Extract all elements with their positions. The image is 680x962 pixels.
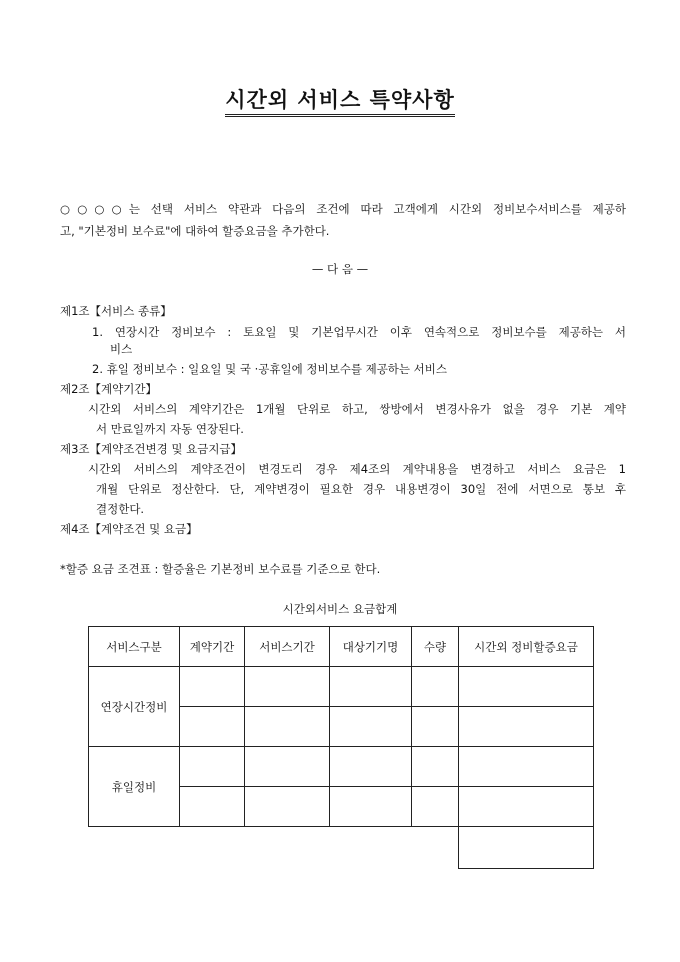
article-1-heading: 제1조【서비스 종류】 <box>60 304 172 318</box>
header-cell: 시간외 정비할증요금 <box>459 627 594 667</box>
article-2-heading: 제2조【계약기간】 <box>60 382 157 396</box>
empty-cell[interactable] <box>412 787 459 827</box>
empty-cell[interactable] <box>459 667 594 707</box>
table-caption: 시간외서비스 요금합계 <box>282 602 398 616</box>
empty-cell[interactable] <box>412 747 459 787</box>
group-label-overtime: 연장시간정비 <box>89 667 180 747</box>
empty-cell[interactable] <box>459 747 594 787</box>
table-header-row <box>89 627 594 667</box>
empty-cell[interactable] <box>180 707 245 747</box>
table-total-row <box>89 827 594 869</box>
empty-cell[interactable] <box>330 707 412 747</box>
article-3-line-3: 결정한다. <box>96 502 145 516</box>
total-spacer <box>89 827 459 869</box>
intro-line-1: ○○○○는 선택 서비스 약관과 다음의 조건에 따라 고객에게 시간외 정비보수서비스를 제공하 <box>60 202 626 216</box>
empty-cell[interactable] <box>245 667 330 707</box>
empty-cell[interactable] <box>245 707 330 747</box>
empty-cell[interactable] <box>459 787 594 827</box>
article-1-item-1-line-1: 1. 연장시간 정비보수 : 토요일 및 기본업무시간 이후 연속적으로 정비보수를 제공하는 서 <box>92 325 626 339</box>
article-4-heading: 제4조【계약조건 및 요금】 <box>60 522 198 536</box>
table-row <box>89 667 594 707</box>
intro-line-2: 고, "기본정비 보수료"에 대하여 할증요금을 추가한다. <box>60 224 330 238</box>
document-title: 시간외 서비스 특약사항 <box>225 87 454 117</box>
empty-cell[interactable] <box>245 787 330 827</box>
article-3-line-2: 개월 단위로 정산한다. 단, 계약변경이 필요한 경우 내용변경이 30일 전에 서면으로 통보 후 <box>96 482 626 496</box>
empty-cell[interactable] <box>412 707 459 747</box>
empty-cell[interactable] <box>330 667 412 707</box>
surcharge-note: *할증 요금 조견표 : 할증율은 기본정비 보수료를 기준으로 한다. <box>60 562 381 576</box>
empty-cell[interactable] <box>330 747 412 787</box>
article-3-heading: 제3조【계약조건변경 및 요금지급】 <box>60 442 243 456</box>
empty-cell[interactable] <box>459 707 594 747</box>
article-3-line-1: 시간외 서비스의 계약조건이 변경도리 경우 제4조의 계약내용을 변경하고 서비스 요금은 1 <box>88 462 626 476</box>
empty-cell[interactable] <box>330 787 412 827</box>
header-cell: 대상기기명 <box>330 627 412 667</box>
empty-cell[interactable] <box>245 747 330 787</box>
empty-cell[interactable] <box>180 667 245 707</box>
total-cell[interactable] <box>459 827 594 869</box>
article-2-line-1: 시간외 서비스의 계약기간은 1개월 단위로 하고, 쌍방에서 변경사유가 없을 경우 기본 계약 <box>88 402 626 416</box>
section-divider: — 다 음 — <box>311 262 369 276</box>
article-1-item-1-line-2: 비스 <box>110 342 133 356</box>
header-cell: 수량 <box>412 627 459 667</box>
header-cell: 서비스기간 <box>245 627 330 667</box>
document-title-wrap <box>0 84 680 114</box>
header-cell: 서비스구분 <box>89 627 180 667</box>
article-2-line-2: 서 만료일까지 자동 연장된다. <box>96 422 244 436</box>
article-1-item-2: 2. 휴일 정비보수 : 일요일 및 국 ·공휴일에 정비보수를 제공하는 서비스 <box>92 362 447 376</box>
group-label-holiday: 휴일정비 <box>89 747 180 827</box>
empty-cell[interactable] <box>180 787 245 827</box>
table-row <box>89 747 594 787</box>
fee-table <box>88 626 594 869</box>
empty-cell[interactable] <box>412 667 459 707</box>
header-cell: 계약기간 <box>180 627 245 667</box>
empty-cell[interactable] <box>180 747 245 787</box>
